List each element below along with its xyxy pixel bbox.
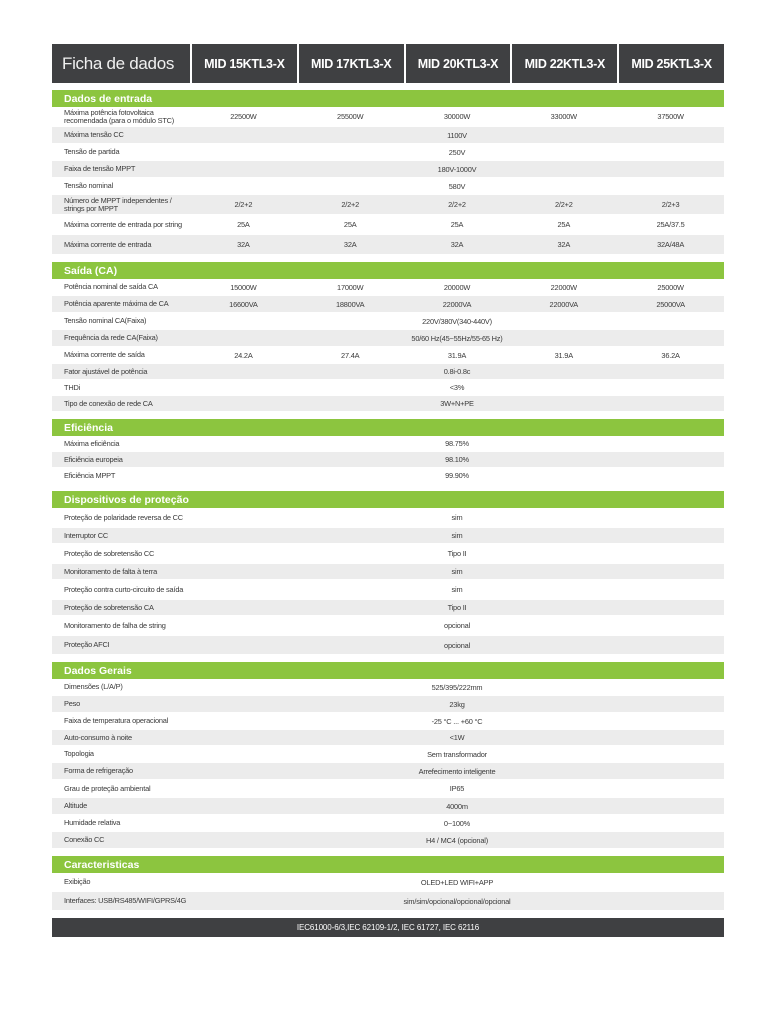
- spec-label: Tensão nominal: [64, 181, 113, 191]
- spec-row: [52, 364, 724, 380]
- spec-value: 25A: [557, 220, 571, 229]
- model-header: MID 25KTL3-X: [617, 44, 724, 83]
- spec-value-shared: 4000m: [446, 801, 468, 811]
- spec-value-shared: sim: [451, 585, 463, 594]
- spec-label: Máxima corrente de entrada por string: [64, 219, 182, 229]
- spec-row: [52, 798, 724, 815]
- spec-value: 15000W: [230, 282, 257, 292]
- spec-label: Forma de refrigeração: [64, 766, 133, 776]
- section-gap: [52, 255, 724, 262]
- model-header: MID 20KTL3-X: [404, 44, 511, 83]
- spec-value: 17000W: [337, 282, 364, 292]
- spec-row: [52, 330, 724, 347]
- spec-value: 31.9A: [554, 350, 573, 360]
- spec-label: Proteção contra curto-circuito de saída: [64, 584, 184, 594]
- spec-value: 30000W: [443, 112, 471, 121]
- spec-value: 22000W: [550, 282, 577, 292]
- spec-value-shared: IP65: [449, 784, 465, 793]
- spec-label: Interruptor CC: [64, 530, 109, 540]
- spec-row: [52, 296, 724, 313]
- spec-label: Peso: [64, 699, 81, 709]
- spec-value-shared: 99.90%: [445, 471, 469, 480]
- spec-row: [52, 313, 724, 330]
- spec-value: 32A: [557, 240, 571, 249]
- spec-value: 25A/37.5: [656, 220, 685, 229]
- spec-value-shared: Tipo II: [447, 549, 467, 558]
- spec-label: Máxima eficiência: [64, 438, 120, 448]
- datasheet: [52, 44, 724, 937]
- spec-label: Proteção de sobretensão CA: [64, 602, 154, 612]
- spec-value: 22000VA: [442, 299, 472, 309]
- spec-value: 32A: [450, 240, 464, 249]
- spec-row: [52, 780, 724, 798]
- spec-value: 16600VA: [229, 299, 258, 309]
- section-header: Eficiência: [52, 419, 724, 436]
- spec-row: [52, 144, 724, 161]
- spec-row: [52, 279, 724, 296]
- spec-value: 33000W: [550, 112, 577, 121]
- spec-row: [52, 347, 724, 364]
- spec-value-shared: Tipo II: [447, 603, 467, 612]
- spec-value: 18800VA: [335, 299, 365, 309]
- spec-value-shared: OLED+LED WIFI+APP: [420, 877, 494, 887]
- spec-row: [52, 127, 724, 144]
- spec-row: [52, 730, 724, 746]
- spec-value: 25000VA: [656, 299, 685, 309]
- spec-label: Topologia: [64, 749, 94, 759]
- section-header: Dados de entrada: [52, 90, 724, 107]
- spec-row: [52, 235, 724, 255]
- spec-value: 25A: [237, 220, 250, 229]
- spec-label: Altitude: [64, 801, 88, 811]
- spec-value-shared: 525/395/222mm: [431, 682, 483, 692]
- spec-value: 25A: [343, 220, 357, 229]
- spec-value-shared: 250V: [448, 147, 466, 157]
- spec-row: [52, 215, 724, 235]
- spec-value-shared: Arrefecimento inteligente: [418, 766, 496, 776]
- spec-value: 32A/48A: [657, 240, 685, 249]
- spec-label: Número de MPPT independentes / strings por MPPT: [64, 196, 172, 213]
- spec-row: [52, 452, 724, 468]
- spec-label: Fator ajustável de potência: [64, 366, 148, 376]
- section-header: Dados Gerais: [52, 662, 724, 679]
- spec-row: [52, 468, 724, 484]
- spec-value-shared: 98.75%: [445, 439, 469, 448]
- spec-label: Potência nominal de saída CA: [64, 282, 158, 292]
- spec-row: [52, 763, 724, 780]
- spec-label: Tensão de partida: [64, 147, 120, 157]
- section-gap: [52, 655, 724, 662]
- spec-row: [52, 544, 724, 564]
- spec-value: 25A: [450, 220, 464, 229]
- section-header: Caracteristicas: [52, 856, 724, 873]
- spec-value: 2/2+3: [661, 200, 680, 209]
- spec-value-shared: 220V/380V(340-440V): [422, 316, 492, 326]
- spec-label: Proteção de polaridade reversa de CC: [64, 512, 183, 522]
- spec-value-shared: 1100V: [447, 130, 467, 140]
- spec-row: [52, 696, 724, 713]
- spec-row: [52, 892, 724, 911]
- spec-row: [52, 832, 724, 849]
- spec-label: Máxima tensão CC: [64, 130, 124, 140]
- spec-label: Máxima corrente de saída: [64, 350, 145, 360]
- spec-value: 2/2+2: [234, 200, 253, 209]
- sheet-title: Ficha de dados: [62, 53, 175, 73]
- spec-label: Humidade relativa: [64, 818, 121, 828]
- spec-value: 22000VA: [549, 299, 579, 309]
- spec-value-shared: sim: [451, 567, 463, 576]
- spec-label: Proteção de sobretensão CC: [64, 548, 155, 558]
- spec-label: Grau de proteção ambiental: [64, 783, 151, 793]
- spec-label: Frequência da rede CA(Faixa): [64, 333, 158, 343]
- spec-value-shared: 0~100%: [443, 818, 471, 828]
- spec-value-shared: 0.8i-0.8c: [443, 367, 471, 376]
- spec-row: [52, 528, 724, 544]
- spec-label: Dimensões (L/A/P): [64, 682, 123, 692]
- section-header: Saída (CA): [52, 262, 724, 279]
- spec-label: Monitoramento de falha de string: [64, 620, 166, 630]
- spec-row: [52, 580, 724, 600]
- spec-row: [52, 600, 724, 616]
- spec-row: [52, 436, 724, 452]
- model-header: MID 22KTL3-X: [510, 44, 617, 83]
- section-gap: [52, 849, 724, 856]
- spec-value: 31.9A: [447, 350, 467, 360]
- spec-row: [52, 636, 724, 655]
- spec-row: [52, 564, 724, 580]
- spec-row: [52, 178, 724, 195]
- spec-row: [52, 746, 724, 763]
- spec-value-shared: Sem transformador: [427, 749, 487, 759]
- spec-label: Tipo de conexão de rede CA: [64, 398, 153, 408]
- spec-label: Exibição: [64, 877, 91, 887]
- section-header: Dispositivos de proteção: [52, 491, 724, 508]
- spec-value-shared: 580V: [448, 181, 466, 191]
- spec-label: Auto-consumo à noite: [64, 732, 132, 742]
- spec-value: 36.2A: [661, 350, 680, 360]
- spec-label: Máxima potência fotovoltaica recomendada (para o módulo STC): [64, 108, 175, 125]
- spec-value-shared: 23kg: [449, 699, 465, 709]
- spec-row: [52, 616, 724, 636]
- spec-value: 27.4A: [341, 350, 360, 360]
- spec-value: 20000W: [443, 282, 471, 292]
- spec-value-shared: -25 °C ... +60 °C: [431, 716, 483, 726]
- spec-table: [52, 83, 724, 911]
- spec-value-shared: 3W+N+PE: [440, 399, 474, 408]
- spec-value-shared: sim: [451, 531, 463, 540]
- spec-value: 2/2+2: [554, 200, 573, 209]
- spec-value-shared: 50/60 Hz(45~55Hz/55-65 Hz): [411, 333, 503, 343]
- spec-label: Tensão nominal CA(Faixa): [64, 316, 147, 326]
- spec-value: 24.2A: [234, 350, 253, 360]
- spec-row: [52, 195, 724, 215]
- spec-value: 2/2+2: [341, 200, 360, 209]
- spec-row: [52, 508, 724, 528]
- spec-label: Proteção AFCI: [64, 640, 110, 650]
- spec-value-shared: sim/sim/opcional/opcional/opcional: [403, 896, 511, 906]
- spec-label: Faixa de temperatura operacional: [64, 716, 169, 726]
- header-row: [52, 44, 724, 83]
- spec-row: [52, 815, 724, 832]
- spec-row: [52, 107, 724, 127]
- spec-label: Interfaces: USB/RS485/WIFI/GPRS/4G: [64, 896, 187, 906]
- spec-label: Eficiência MPPT: [64, 470, 116, 480]
- spec-label: THDi: [64, 382, 81, 392]
- spec-value-shared: opcional: [444, 621, 470, 630]
- certifications-footer: IEC61000-6/3,IEC 62109-1/2, IEC 61727, IEC 62116: [52, 918, 724, 937]
- spec-label: Máxima corrente de entrada: [64, 239, 152, 249]
- spec-label: Monitoramento de falta à terra: [64, 566, 158, 576]
- spec-value-shared: H4 / MC4 (opcional): [426, 835, 488, 845]
- spec-row: [52, 873, 724, 892]
- spec-value-shared: sim: [451, 513, 463, 522]
- section-gap: [52, 484, 724, 491]
- spec-value-shared: opcional: [444, 640, 470, 650]
- spec-label: Conexão CC: [64, 835, 105, 845]
- spec-row: [52, 679, 724, 696]
- spec-value-shared: 180V-1000V: [437, 164, 477, 174]
- spec-label: Faixa de tensão MPPT: [64, 164, 136, 174]
- spec-value-shared: 98.10%: [445, 455, 469, 464]
- spec-row: [52, 380, 724, 396]
- spec-value: 25000W: [657, 282, 684, 292]
- spec-row: [52, 713, 724, 730]
- spec-row: [52, 396, 724, 412]
- spec-value: 32A: [343, 240, 357, 249]
- spec-row: [52, 161, 724, 178]
- model-header: MID 15KTL3-X: [190, 44, 297, 83]
- spec-value: 37500W: [657, 112, 684, 121]
- spec-label: Potência aparente máxima de CA: [64, 299, 169, 309]
- spec-value-shared: <1W: [449, 733, 465, 742]
- spec-value: 2/2+2: [448, 200, 466, 209]
- spec-value-shared: <3%: [449, 383, 465, 392]
- model-header: MID 17KTL3-X: [297, 44, 404, 83]
- spec-value: 32A: [237, 240, 250, 249]
- section-gap: [52, 83, 724, 90]
- section-gap: [52, 412, 724, 419]
- spec-label: Eficiência europeia: [64, 454, 123, 464]
- spec-value: 22500W: [230, 112, 257, 121]
- spec-value: 25500W: [337, 112, 364, 121]
